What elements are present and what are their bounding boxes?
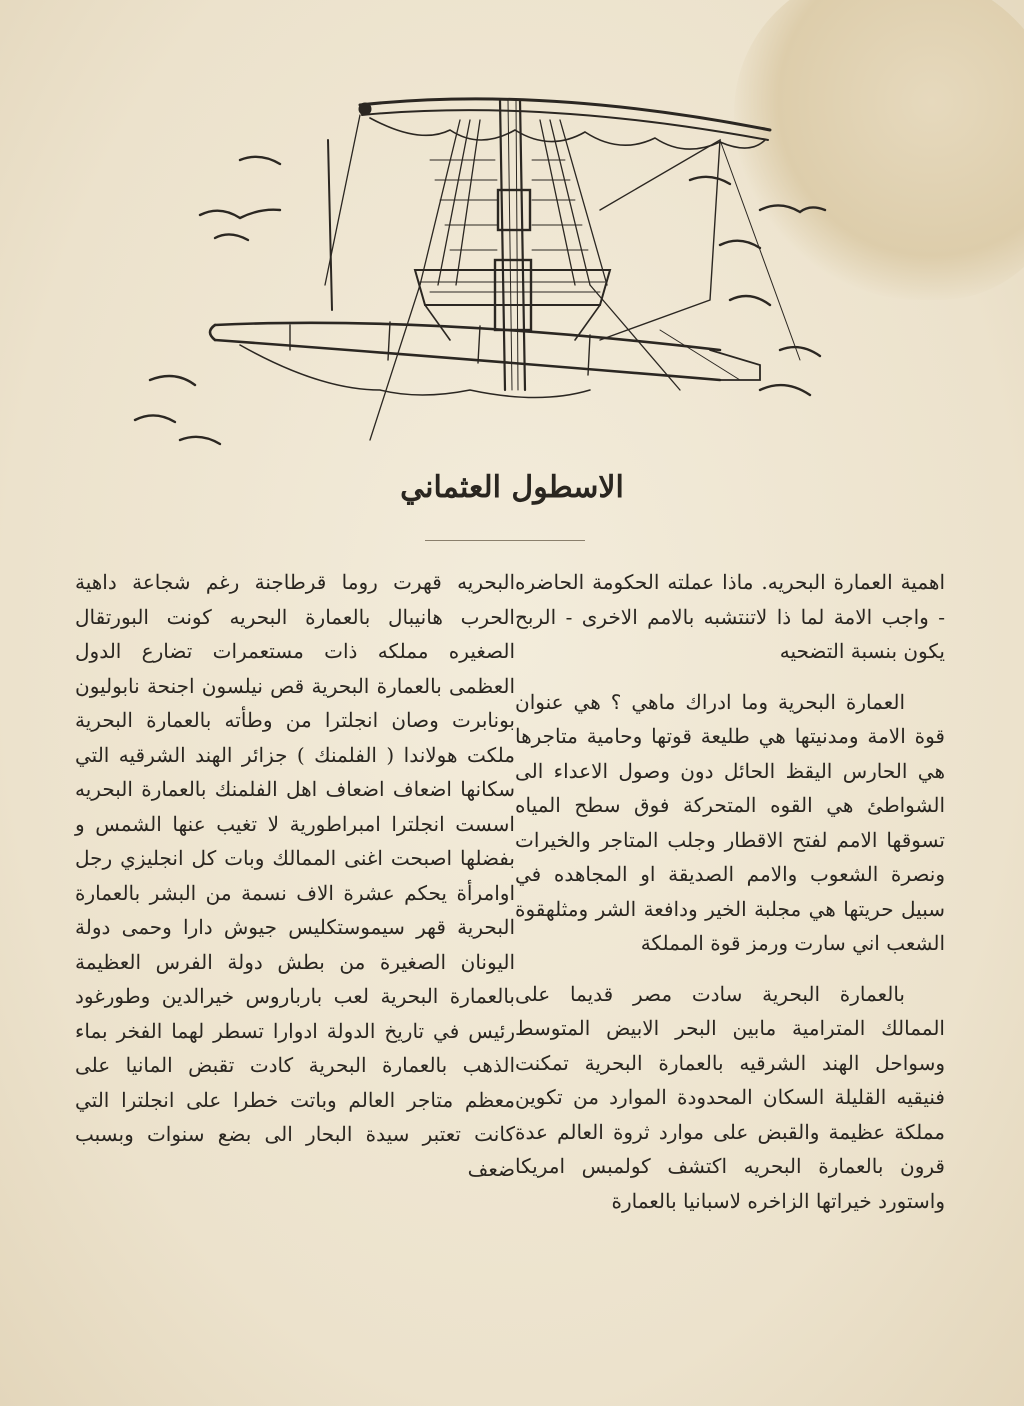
mast	[495, 100, 531, 390]
rigging	[325, 115, 800, 440]
fore-mast	[328, 140, 332, 310]
ship-mast-illustration	[120, 60, 840, 460]
upper-yard	[360, 99, 770, 149]
article-title: الاسطول العثماني	[400, 470, 624, 505]
main-sail	[600, 140, 720, 340]
title-divider	[425, 540, 585, 541]
intro-paragraph: اهمية العمارة البحريه. ماذا عملته الحكومة الحاضره - واجب الامة لما ذا لاتنتشبه بالامم الاخرى - الربح يكون بنسبة التضحيه	[515, 570, 945, 663]
left-column	[75, 565, 515, 1186]
body-paragraph: البحريه قهرت روما قرطاجنة رغم شجاعة داهية الحرب هانيبال بالعمارة البحريه كونت البورتقال الصغيره مملكه ذات مستعمرات تضارع الدول العظمى بالعمارة البحرية قص نيلسون اجنحة نابوليون بونابرت وصان انجلترا من وطأته بالعمارة البحرية ملكت هولاندا ( الفلمنك ) جزائر الهند الشرقيه التي سكانها اضعاف اضعاف اهل الفلمنك بالعمارة البحريه اسست انجلترا امبراطورية لا تغيب عنها الشمس و بفضلها اصبحت اغنى الممالك وبات كل انجليزي رجل اوامرأة يحكم عشرة الاف نسمة من البشر بالعمارة البحرية قهر سيموستكليس جيوش دارا وحمى دولة اليونان الصغيرة من بطش دولة الفرس العظيمة بالعمارة البحرية لعب بارباروس خيرالدين وطورغود رئيس في تاريخ الدولة ادوارا تسطر لهما الفخر بماء الذهب بالعمارة البحرية كادت تقبض المانيا على معظم متاجر العالم وباتت خطرا على انجلترا التي كانت تعتبر سيدة البحار الى بضع سنوات وبسبب ضعف	[75, 570, 515, 1181]
body-paragraph: العمارة البحرية وما ادراك ماهي ؟ هي عنوان قوة الامة ومدنيتها هي طليعة قوتها وحامية متاجرها هي الحارس اليقظ الحائل دون وصول الاعداء الى الشواطئ هي القوه المتحركة فوق سطح المياه تسوقها الامم لفتح الاقطار وجلب المتاجر والخيرات ونصرة الشعوب والامم الصديقة او المجاهده في سبيل حريتها هي مجلبة الخير ودافعة الشر ومثلهقوة الشعب اني سارت ورمز قوة المملكة	[515, 689, 946, 955]
body-paragraph: بالعمارة البحرية سادت مصر قديما على الممالك المترامية مابين البحر الابيض المتوسط وسواحل الهند الشرقيه بالعمارة البحرية تمكنت فنيقيه القليلة السكان المحدودة الموارد من تكوين مملكة عظيمة والقبض على موارد ثروة العالم عدة قرون بالعمارة البحريه اكتشف كولمبس امريكا واستورد خيراتها الزاخره لاسبانيا بالعمارة	[515, 981, 945, 1213]
right-column	[515, 565, 945, 1218]
